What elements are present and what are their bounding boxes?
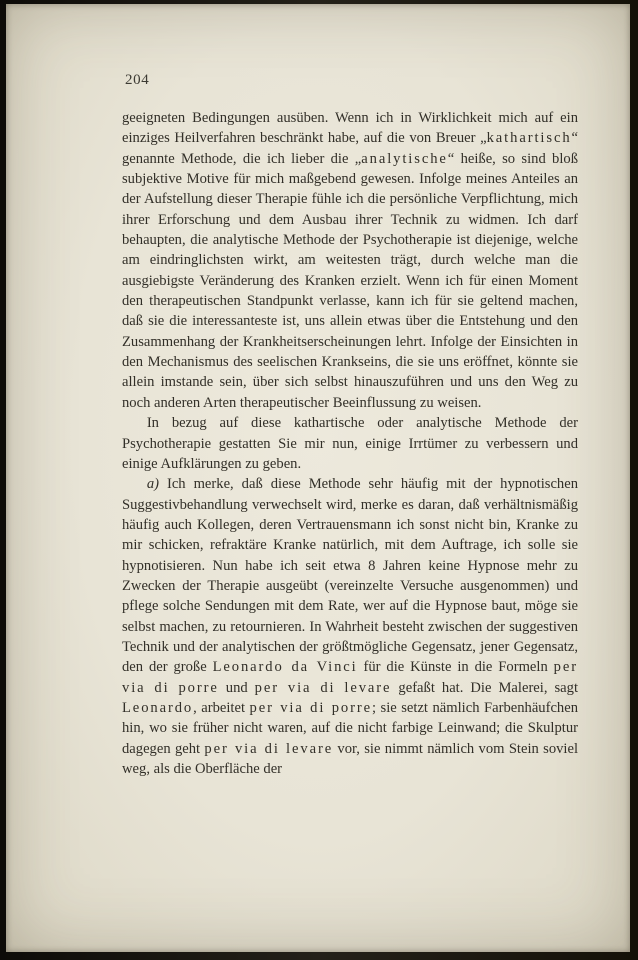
emphasis-spaced: per via di levare <box>254 679 392 696</box>
text-run: In bezug auf diese kathartische oder analytische Methode der Psychotherapie gestatten Sie mir nun, einige Irrtümer zu verbessern und einige Aufklärungen zu geben. <box>122 415 578 472</box>
text-run: “ genannte Methode, die ich lieber die „ <box>122 130 578 167</box>
text-run: Ich merke, daß diese Methode sehr häufig mit der hypnotischen Suggestivbehandlung verwechselt wird, merke es daran, daß verhältnismäßig häufig auch Kollegen, deren Vertrauensmann ich sonst nicht bin, Kranke zu mir schicken, refraktäre Kranke natürlich, mit dem Auftrage, ich solle sie hypnotisieren. Nun habe ich seit etwa 8 Jahren keine Hypnose mehr zu Zwecken der Therapie ausgeübt (vereinzelte Versuche ausgenommen) und pflege solche Sendungen mit dem Rate, wer auf die Hypnose baut, möge sie selbst machen, zu retournieren. In Wahrheit besteht zwischen der suggestiven Technik und der analytischen der größtmögliche Gegensatz, jener Gegensatz, den der große <box>122 476 578 676</box>
emphasis-italic: a) <box>146 476 159 493</box>
page-number: 204 <box>125 72 150 88</box>
text-run: und <box>218 679 255 696</box>
emphasis-spaced: Leonardo da Vinci <box>212 659 358 676</box>
text-run: ; sie setzt nämlich Farbenhäufchen hin, wo sie früher nicht waren, auf die nicht farbige Leinwand; die Skulptur dagegen geht <box>122 699 578 757</box>
paragraph-continuation <box>122 108 578 413</box>
text-run: vor, sie nimmt nämlich vom Stein soviel weg, als die Oberfläche der <box>122 740 578 777</box>
text-run: geeigneten Bedingungen ausüben. Wenn ich in Wirklichkeit mich auf ein einziges Heilverfahren beschränkt habe, auf die von Breuer „ <box>122 110 578 147</box>
emphasis-spaced: Leonardo <box>122 699 194 716</box>
text-run: “ heiße, so sind bloß subjektive Motive für mich maßgebend gewesen. Infolge meines Anteiles an der Aufstellung dieser Therapie fühle ich die persönliche Verpflichtung, mich ihrer Erforschung und dem Ausbau ihrer Technik zu widmen. Ich darf behaupten, die analytische Methode der Psychotherapie ist diejenige, welche am eindringlichsten wirkt, am weitesten trägt, durch welche man die ausgiebigste Veränderung des Kranken erzielt. Wenn ich für einen Moment den therapeutischen Standpunkt verlasse, kann ich für sie geltend machen, daß sie die interessanteste ist, uns allein etwas über die Entstehung und den Zusammenhang der Krankheitserscheinungen lehrt. Infolge der Einsichten in den Mechanismus des seelischen Krankseins, die sie uns eröffnet, könnte sie allein imstande sein, über sich selbst hinauszuführen und uns den Weg zu noch anderen Arten therapeutischer Beeinflussung zu weisen. <box>122 150 578 411</box>
paragraph-in-bezug <box>122 413 578 474</box>
emphasis-spaced: kathartisch <box>486 130 572 147</box>
emphasis-spaced: analytische <box>361 150 448 167</box>
text-run: gefaßt hat. Die Malerei, sagt <box>391 679 579 696</box>
text-run: , arbeitet <box>193 699 250 716</box>
emphasis-spaced: per via di porre <box>122 659 578 696</box>
emphasis-spaced: per via di levare <box>204 740 334 757</box>
emphasis-spaced: per via di porre <box>249 699 372 716</box>
text-block <box>122 108 578 779</box>
paper-page <box>6 4 630 952</box>
paragraph-a <box>122 474 578 779</box>
text-run: für die Künste in die Formeln <box>357 659 554 676</box>
